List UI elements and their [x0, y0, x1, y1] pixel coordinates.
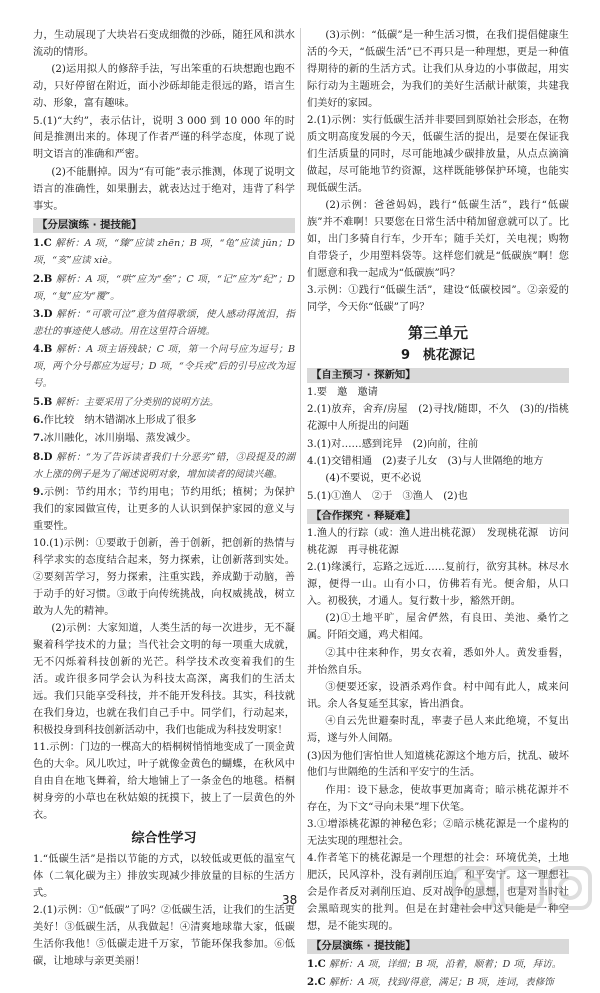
answer-q10-2: (2)示例：大家知道，人类生活的每一次进步，无不凝聚着科学技术的力量；当代社会文明的每一项重大成就，无不闪烁着科技创新的光芒。科学技术改变着我们的生活。或许很多同学会认为科技太高深，离我们的生活太远。我们只能享受科技，并不能开发科技。其实，科技就在我们身边，也就在我们自己手中。同学们，行动起来，积极投身到科技创新活动中，我们也能成为科技发明家！	[33, 623, 295, 736]
answer-number: 8.D	[33, 450, 53, 463]
preview-item: 1.要 邀 邀请	[307, 386, 378, 398]
answer-item	[33, 341, 295, 393]
section-heading: 【分层演练 · 提技能】	[307, 939, 569, 954]
answer-number: 9.	[33, 486, 44, 499]
answer-text: 解析：A 项主语残缺；C 项，第一个问号应为逗号；B 项，两个分号都应为逗号；D 项，“令兵戎”后的引号应改为逗号。	[33, 344, 295, 390]
preview-item: (4)不要说，更不必说	[325, 473, 422, 485]
answer-item	[33, 484, 295, 536]
answer-item	[307, 956, 569, 974]
answer-number: 3.D	[33, 308, 53, 321]
answer-text: 冰川融化，冰川崩塌、蒸发减少。	[43, 433, 197, 445]
answer-q5-1: 5.(1)“大约”，表示估计，说明 3 000 到 10 000 年的时间是推测出来的。体现了作者严谨的科学态度，体现了说明文语言的准确和严密。	[33, 115, 295, 161]
answer-q11: 11.示例：门边的一棵高大的梧桐树悄悄地变成了一顶金黄色的大伞。风儿吹过，叶子就像金黄色的蝴蝶，在秋风中自由自在地飞舞着，给大地铺上了一条金色的地毯。梧桐树身旁的小草也在秋姑娘的抚摸下，披上了一层黄色的外衣。	[33, 742, 295, 821]
answer-item	[33, 306, 295, 341]
explore-item: 4.作者笔下的桃花源是一个理想的社会：环境优美，土地肥沃，民风淳朴，没有剥削压迫，和平安宁。这一理想社会是作者反对剥削压迫、反对战争的思想，也是对当时社会黑暗现实的批判。但是在封建社会中这只能是一种空想，是不能实现的。	[307, 853, 569, 933]
answer-text: 解析：A 项，“臻”应读 zhēn；B 项，“龟”应读 jūn；D 项，“亥”应读 xiè。	[33, 238, 295, 267]
preview-item: 3.(1)对……感到诧异 (2)向前，往前	[307, 438, 479, 450]
answer-number: 2.B	[33, 272, 53, 285]
paragraph: 2.(1)示例：实行低碳生活并非要回到原始社会形态，在物质文明高度发展的今天，低碳生活的提出，是要在保证我们生活质量的同时，尽可能地减少碳排放量，从点点滴滴做起，尽可能地节约资源，这样既能够保护环境，也能实现低碳生活。	[307, 115, 569, 194]
right-column	[307, 28, 569, 993]
answer-text: 解析：“为了告诉读者我们十分恶劣”错，③段提及的湖水上涨的例子是为了阐述说明对象，增加读者的阅读兴趣。	[33, 451, 295, 480]
answer-item	[33, 430, 295, 448]
answer-number: 5.B	[33, 395, 53, 408]
answer-item	[33, 271, 295, 306]
paragraph: 1.“低碳生活”是指以节能的方式，以较低或更低的温室气体（二氧化碳为主）排放实现减少排放量的目标的生活方式。	[33, 853, 295, 899]
explore-item: 2.(1)缘溪行，忘路之远近……复前行，欲穷其林。林尽水源，便得一山。山有小口，仿佛若有光。便舍船，从口入。初极狭，才通人。复行数十步，豁然开朗。	[307, 562, 569, 607]
watermark-logo	[452, 862, 594, 914]
explore-item: ③便要还家，设酒杀鸡作食。村中闻有此人，咸来问讯。余人各复延至其家，皆出酒食。	[307, 681, 569, 710]
explore-item: 3.①增添桃花源的神秘色彩；②暗示桃花源是一个虚构的无法实现的理想社会。	[307, 819, 569, 848]
explore-item: ④自云先世避秦时乱，率妻子邑人来此绝境，不复出焉，遂与外人间隔。	[307, 716, 569, 745]
paragraph: 3.示例：①践行“低碳生活”，建设“低碳校园”。②亲爱的同学，今天你“低碳”了吗？	[307, 285, 569, 313]
page-number: 38	[282, 893, 298, 907]
paragraph: (3)示例：“低碳”是一种生活习惯，在我们提倡健康生活的今天，“低碳生活”已不再只是一种理想，更是一种值得期待的新的生活方式。让我们从身边的小事做起，用实际行动为主题班会，为我们的美好生活献计献策，共建我们美好的家园。	[307, 30, 569, 109]
section-heading: 【自主预习 · 探新知】	[307, 368, 569, 383]
section-title: 综合性学习	[131, 830, 197, 846]
explore-item: ②其中往来种作，男女衣着，悉如外人。黄发垂髫，并怡然自乐。	[307, 647, 569, 676]
answer-number: 6.	[33, 414, 44, 427]
left-column	[33, 28, 298, 971]
paragraph: 2.(1)示例：①“低碳”了吗？②低碳生活，让我们的生活更美好！③低碳生活，从我做起！④清爽地球靠大家，低碳生活你我他！⑤低碳走进千万家，节能环保我参加。⑥低碳，让地球与亲更美丽！	[33, 905, 295, 967]
answer-item	[33, 235, 295, 270]
answer-text: 解析：主要采用了分类别的说明方法。	[55, 396, 219, 408]
answer-q5-2: (2)不能删掉。因为“有可能”表示推测，体现了说明文语言的准确性，如果删去，就表达过于绝对，违背了科学事实。	[33, 166, 295, 212]
answer-number: 4.B	[33, 343, 53, 356]
answer-item	[33, 449, 295, 484]
answer-number: 1.C	[307, 958, 326, 970]
answer-item	[33, 394, 295, 412]
answer-text: 解析：A 项，“哄”应为“垒”；C 项，“记”应为“纪”；D 项，“复”应为“覆”。	[33, 273, 295, 302]
answer-item	[33, 412, 295, 430]
lesson-title: 9 桃花源记	[400, 347, 476, 363]
explore-item: (2)①土地平旷，屋舍俨然，有良田、美池、桑竹之属。阡陌交通，鸡犬相闻。	[307, 613, 569, 642]
answer-item	[307, 974, 569, 992]
answer-q10-1: 10.(1)示例：①要敢于创新，善于创新，把创新的热情与科学求实的态度结合起来，努力探索，让创新落到实处。②要刻苦学习，努力探索，注重实践，养成勤于动脑，善于动手的好习惯。③敢于向传统挑战，向权威挑战，树立敢为人先的精神。	[33, 538, 295, 617]
section-heading: 【分层演练 · 提技能】	[33, 218, 295, 233]
unit-title: 第三单元	[407, 323, 468, 342]
preview-item: 4.(1)交错相通 (2)妻子儿女 (3)与人世隔绝的地方	[307, 456, 544, 468]
paragraph: (2)运用拟人的修辞手法，写出笨重的石块想跑也跑不动，只好停留在附近，面小沙砾却能走很远的路，语言生动、形象，富有趣味。	[33, 64, 295, 110]
answer-number: 2.C	[307, 976, 326, 989]
paragraph: 力，生动展现了大块岩石变成细微的沙砾，随狂风和洪水流动的情形。	[33, 30, 295, 58]
paragraph: (2)示例：爸爸妈妈，践行“低碳生活”，践行“低碳族”并不难啊！只要您在日常生活中稍加留意就可以了。比如，出门多骑自行车，少开车；随手关灯，关电视；购物自带袋子，少用塑料袋等。这样您们就是“低碳族”啊！您们愿意和我一起成为“低碳族”吗？	[307, 200, 569, 279]
explore-item: 1.渔人的行踪（或：渔人进出桃花源） 发现桃花源 访问桃花源 再寻桃花源	[307, 527, 569, 556]
answer-text: 解析：A 项，找到/得意，满足；B 项，连词，表修饰	[329, 977, 554, 989]
section-heading: 【合作探究 · 释疑难】	[307, 509, 569, 524]
answer-number: 7.	[33, 432, 44, 445]
answer-number: 1.C	[33, 237, 52, 250]
preview-item: 5.(1)①渔人 ②于 ③渔人 (2)也	[307, 490, 468, 502]
answer-text: 示例：节约用水；节约用电；节约用纸；植树；为保护我们的家园做宣传，让更多的人认识到保护家园的意义与重要性。	[33, 487, 295, 532]
preview-item: 2.(1)放弃，舍弃/房屋 (2)寻找/随即，不久 (3)的/指桃花源中人所提出的问题	[307, 404, 569, 433]
answer-text: 解析：“可歌可泣”意为值得歌颂，使人感动得流泪，指悲壮的事迹使人感动。用在这里符合语境。	[33, 309, 295, 337]
column-divider	[300, 28, 301, 880]
answer-text: 作比较 纳木错湖冰上形成了很多	[43, 415, 197, 427]
answer-text: 解析：A 项，详细；B 项，沿着，顺着；D 项，拜访。	[329, 959, 562, 970]
explore-item: (3)因为他们害怕世人知道桃花源这个地方后，扰乱、破坏他们与世隔绝的生活和平安宁的生活。	[307, 750, 569, 779]
explore-item: 作用：设下悬念，使故事更加离奇；暗示桃花源并不存在，为下文“寻向未果”埋下伏笔。	[307, 784, 569, 813]
